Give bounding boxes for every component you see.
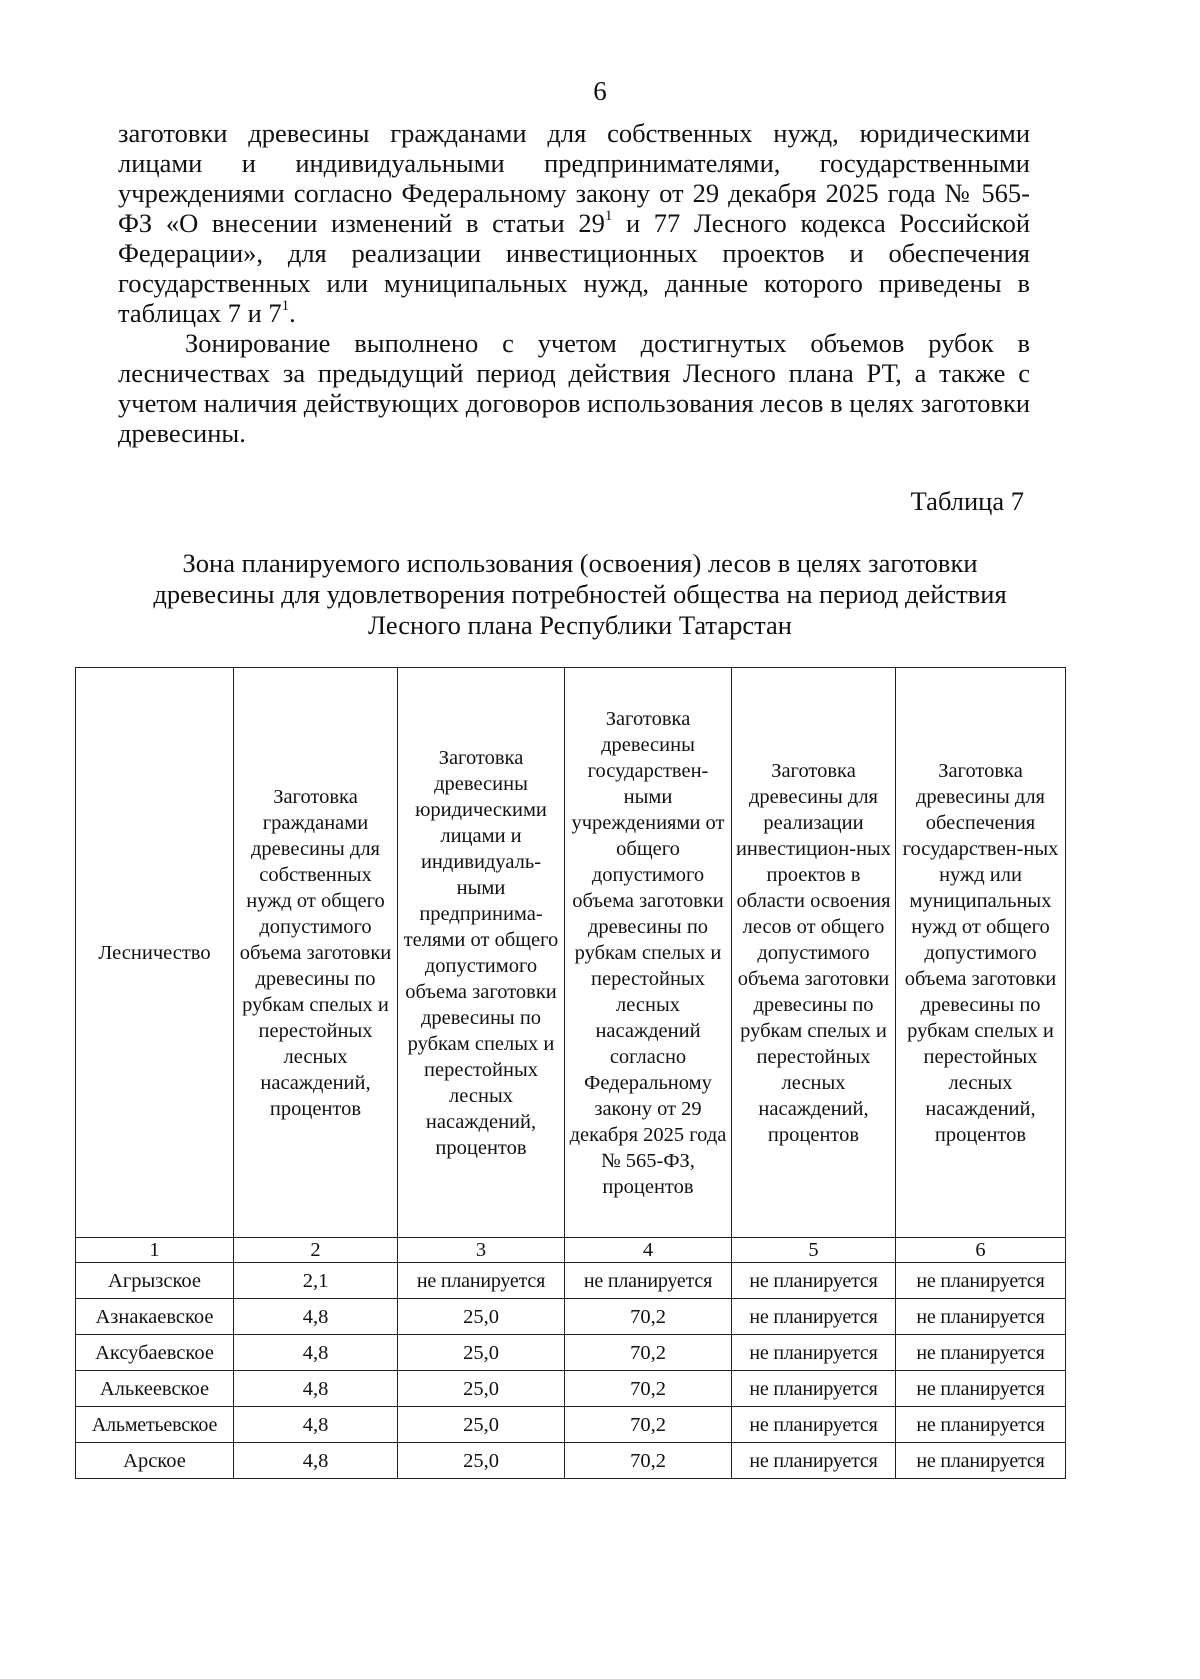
table-cell: не планируется — [732, 1335, 896, 1371]
table-cell: не планируется — [398, 1263, 565, 1299]
paragraph-1-part-2: и 77 Лесного кодекса Российской Федерации», для реализации инвестиционных проектов и обеспечения государственных или муниципальных нужд, данные которого приведены в таблицах 7 и 7 — [118, 208, 1031, 328]
table-title-line: древесины для удовлетворения потребностей общества на период действия — [153, 579, 1007, 609]
body-text — [118, 118, 1030, 448]
column-number: 4 — [565, 1238, 732, 1263]
table-cell: не планируется — [732, 1263, 896, 1299]
table-row — [76, 1407, 1066, 1443]
forestry-name: Альметьевское — [76, 1407, 234, 1443]
table-cell: 70,2 — [565, 1407, 732, 1443]
table-cell: 70,2 — [565, 1371, 732, 1407]
table-cell: 4,8 — [234, 1371, 398, 1407]
paragraph-1-end: . — [289, 298, 296, 328]
table-cell: не планируется — [896, 1299, 1066, 1335]
table-cell: 25,0 — [398, 1299, 565, 1335]
header-cell: Заготовка гражданами древесины для собственных нужд от общего допустимого объема заготовки древесины по рубкам спелых и перестойных лесных насаждений, процентов — [234, 668, 398, 1238]
forestry-name: Алькеевское — [76, 1371, 234, 1407]
table-cell: не планируется — [732, 1407, 896, 1443]
forestry-name: Азнакаевское — [76, 1299, 234, 1335]
table-cell: не планируется — [732, 1371, 896, 1407]
header-cell: Заготовка древесины государствен-ными учреждениями от общего допустимого объема заготовки древесины по рубкам спелых и перестойных лесных насаждений согласно Федеральному закону от 29 декабря 2025 года № 565-ФЗ, процентов — [565, 668, 732, 1238]
table-cell: 4,8 — [234, 1335, 398, 1371]
table-cell: не планируется — [565, 1263, 732, 1299]
table-cell: не планируется — [896, 1335, 1066, 1371]
table-cell: не планируется — [896, 1263, 1066, 1299]
column-number: 2 — [234, 1238, 398, 1263]
table-title-line: Лесного плана Республики Татарстан — [368, 610, 792, 640]
table-cell: 25,0 — [398, 1407, 565, 1443]
table-row — [76, 1371, 1066, 1407]
table-row — [76, 1299, 1066, 1335]
header-cell: Лесничество — [76, 668, 234, 1238]
forestry-name: Арское — [76, 1443, 234, 1479]
superscript: 1 — [604, 208, 613, 225]
table-cell: 70,2 — [565, 1335, 732, 1371]
table-title — [110, 548, 1050, 641]
table-row — [76, 1335, 1066, 1371]
table-cell: 25,0 — [398, 1371, 565, 1407]
forestry-name: Агрызское — [76, 1263, 234, 1299]
header-cell: Заготовка древесины для реализации инвестицион-ных проектов в области освоения лесов от общего допустимого объема заготовки древесины по рубкам спелых и перестойных лесных насаждений, процентов — [732, 668, 896, 1238]
column-number: 3 — [398, 1238, 565, 1263]
forestry-table — [75, 667, 1066, 1479]
table-title-line: Зона планируемого использования (освоения) лесов в целях заготовки — [182, 548, 978, 578]
table-cell: не планируется — [896, 1371, 1066, 1407]
paragraph-1 — [118, 118, 1030, 328]
table-row — [76, 1443, 1066, 1479]
table-cell: не планируется — [732, 1443, 896, 1479]
table-cell: 25,0 — [398, 1335, 565, 1371]
page-number: 6 — [593, 76, 607, 106]
paragraph-2: Зонирование выполнено с учетом достигнутых объемов рубок в лесничествах за предыдущий период действия Лесного плана РТ, а также с учетом наличия действующих договоров использования лесов в целях заготовки древесины. — [118, 328, 1030, 448]
table-header-row — [76, 668, 1066, 1238]
column-number-row — [76, 1238, 1066, 1263]
table-cell: не планируется — [896, 1443, 1066, 1479]
header-cell: Заготовка древесины для обеспечения государствен-ных нужд или муниципальных нужд от общего допустимого объема заготовки древесины по рубкам спелых и перестойных лесных насаждений, процентов — [896, 668, 1066, 1238]
column-number: 6 — [896, 1238, 1066, 1263]
table-cell: 4,8 — [234, 1299, 398, 1335]
table-cell: 25,0 — [398, 1443, 565, 1479]
table-cell: 4,8 — [234, 1443, 398, 1479]
table-cell: 4,8 — [234, 1407, 398, 1443]
table-row — [76, 1263, 1066, 1299]
column-number: 1 — [76, 1238, 234, 1263]
forestry-name: Аксубаевское — [76, 1335, 234, 1371]
superscript: 1 — [281, 298, 290, 315]
table-number: Таблица 7 — [910, 486, 1024, 516]
header-cell: Заготовка древесины юридическими лицами и индивидуаль-ными предпринима-телями от общего допустимого объема заготовки древесины по рубкам спелых и перестойных лесных насаждений, процентов — [398, 668, 565, 1238]
table-cell: 70,2 — [565, 1299, 732, 1335]
column-number: 5 — [732, 1238, 896, 1263]
table-cell: 2,1 — [234, 1263, 398, 1299]
table-cell: не планируется — [732, 1299, 896, 1335]
table-cell: не планируется — [896, 1407, 1066, 1443]
paragraph-1-part-1: заготовки древесины гражданами для собственных нужд, юридическими лицами и индивидуальными предпринимателями, государственными учреждениями согласно Федеральному закону от 29 декабря 2025 года № 565-ФЗ «О внесении изменений в статьи 29 — [118, 118, 1030, 238]
table-cell: 70,2 — [565, 1443, 732, 1479]
